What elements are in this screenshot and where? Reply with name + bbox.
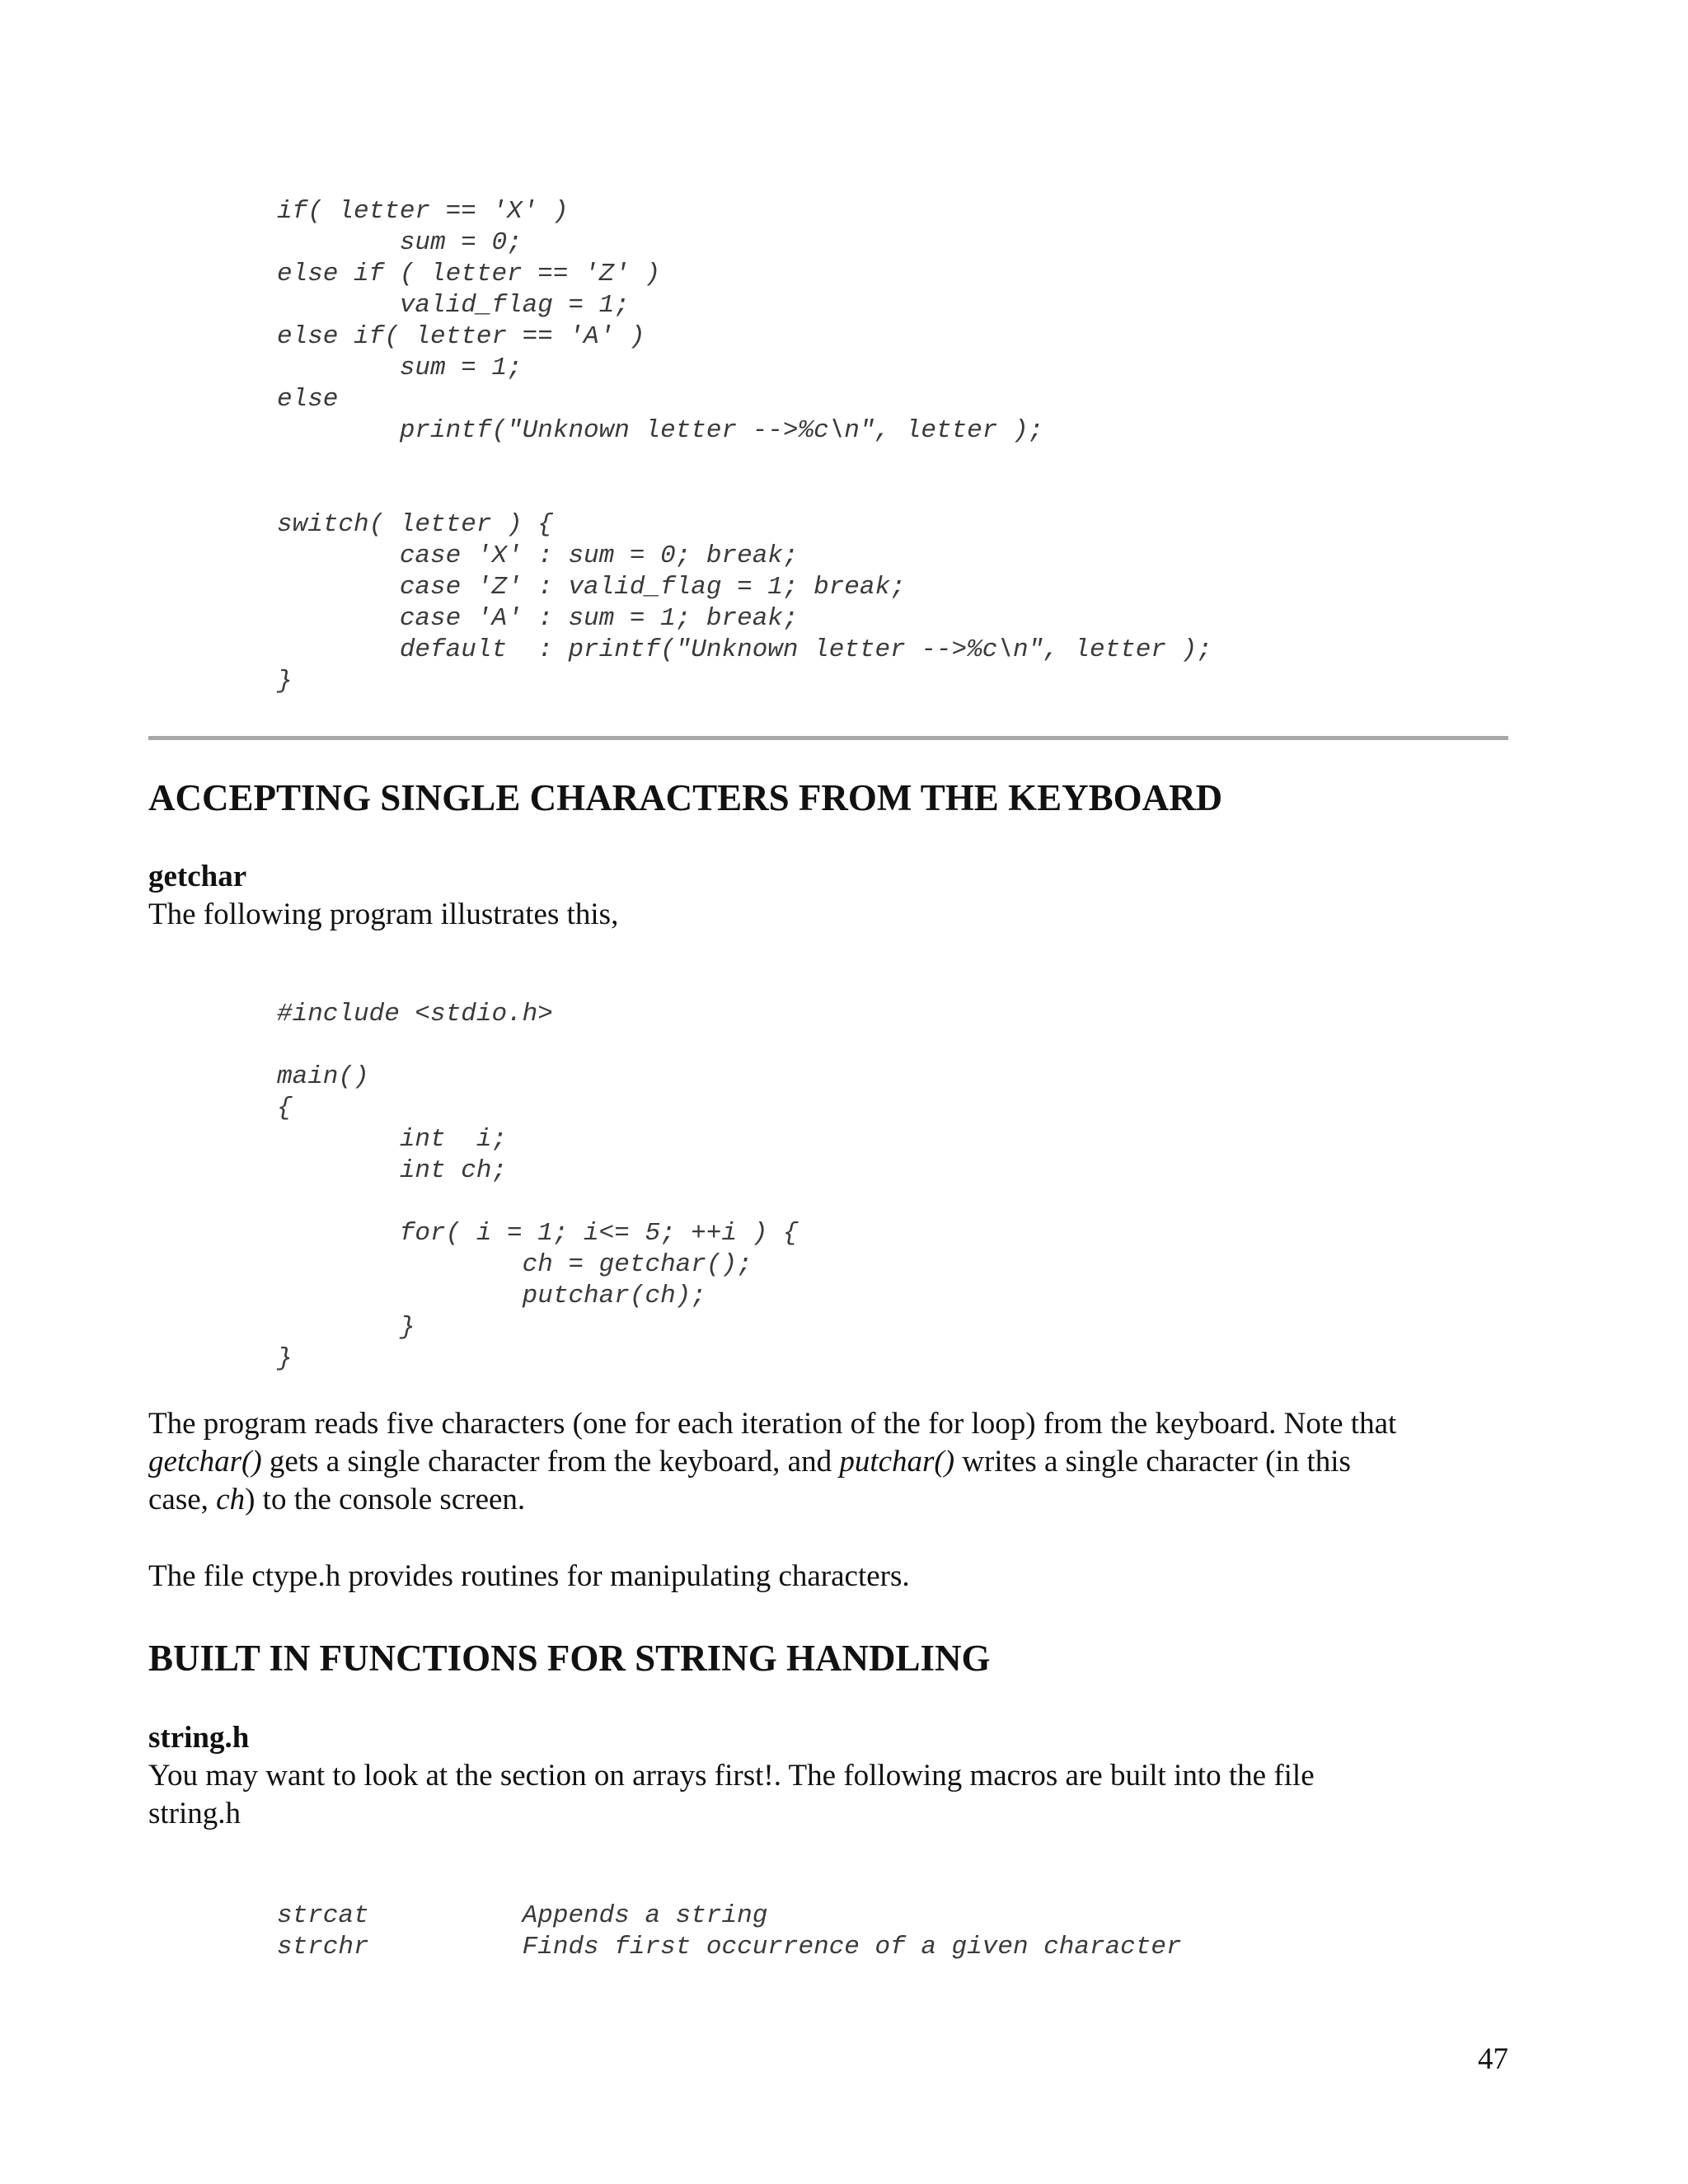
horizontal-divider xyxy=(148,736,1508,740)
code-line: strchr Finds first occurrence of a given character xyxy=(277,1933,1182,1961)
paragraph-line: The program reads five characters (one for each iteration of the for loop) from the keyboard. Note that xyxy=(148,1407,1397,1441)
paragraph-text: writes a single character (in this xyxy=(954,1445,1351,1479)
subheading-getchar: getchar xyxy=(148,860,247,893)
paragraph-line: You may want to look at the section on arrays first!. The following macros are built into the file xyxy=(148,1759,1315,1793)
code-line xyxy=(277,1187,799,1218)
code-line: sum = 0; xyxy=(277,228,523,257)
code-line: main() xyxy=(277,1062,369,1091)
code-line: if( letter == 'X' ) xyxy=(277,197,569,226)
paragraph-text: ) to the console screen. xyxy=(245,1483,526,1516)
code-line: switch( letter ) { xyxy=(277,510,553,539)
code-line: case 'A' : sum = 1; break; xyxy=(277,604,799,633)
code-line: sum = 1; xyxy=(277,354,523,382)
code-line xyxy=(277,1030,799,1062)
code-line: } xyxy=(277,667,293,696)
code-line: ch = getchar(); xyxy=(277,1250,753,1279)
code-line: #include <stdio.h> xyxy=(277,1000,553,1029)
paragraph-line xyxy=(148,1443,1550,1481)
code-block-string-macros xyxy=(277,1900,1182,1963)
code-line: } xyxy=(277,1344,293,1373)
subheading-string-h: string.h xyxy=(148,1721,250,1755)
code-line: else if ( letter == 'Z' ) xyxy=(277,260,661,288)
code-line: for( i = 1; i<= 5; ++i ) { xyxy=(277,1219,799,1248)
paragraph-line xyxy=(148,1481,1550,1519)
code-line: case 'Z' : valid_flag = 1; break; xyxy=(277,573,906,602)
code-line: int i; xyxy=(277,1125,508,1154)
code-line: printf("Unknown letter -->%c\n", letter ); xyxy=(277,416,1044,445)
paragraph-text: case, xyxy=(148,1483,217,1516)
ch-variable-name: ch xyxy=(216,1483,246,1516)
code-line: strcat Appends a string xyxy=(277,1901,768,1930)
code-line: case 'X' : sum = 0; break; xyxy=(277,541,799,570)
code-line: int ch; xyxy=(277,1156,508,1185)
paragraph-text: gets a single character from the keyboard, and xyxy=(261,1445,840,1479)
putchar-function-name: putchar() xyxy=(839,1445,955,1479)
getchar-function-name: getchar() xyxy=(148,1445,262,1479)
code-block-switch xyxy=(277,509,1212,697)
ctype-note-paragraph: The file ctype.h provides routines for manipulating characters. xyxy=(148,1559,910,1593)
code-line: { xyxy=(277,1094,293,1122)
code-line: else if( letter == 'A' ) xyxy=(277,322,645,351)
string-intro-paragraph xyxy=(148,1757,1550,1833)
page-number: 47 xyxy=(1478,2042,1508,2076)
code-line: else xyxy=(277,385,339,414)
program-explanation-paragraph xyxy=(148,1405,1550,1519)
getchar-intro-paragraph: The following program illustrates this, xyxy=(148,898,619,931)
code-line: } xyxy=(277,1313,415,1342)
code-block-getchar-program xyxy=(277,999,799,1375)
section-heading-keyboard: ACCEPTING SINGLE CHARACTERS FROM THE KEYBOARD xyxy=(148,777,1223,818)
paragraph-line: string.h xyxy=(148,1797,241,1830)
code-line: default : printf("Unknown letter -->%c\n", letter ); xyxy=(277,635,1212,664)
code-line: valid_flag = 1; xyxy=(277,291,630,320)
section-heading-string-handling: BUILT IN FUNCTIONS FOR STRING HANDLING xyxy=(148,1638,991,1679)
code-line: putchar(ch); xyxy=(277,1282,706,1310)
code-block-if-else xyxy=(277,196,1043,447)
